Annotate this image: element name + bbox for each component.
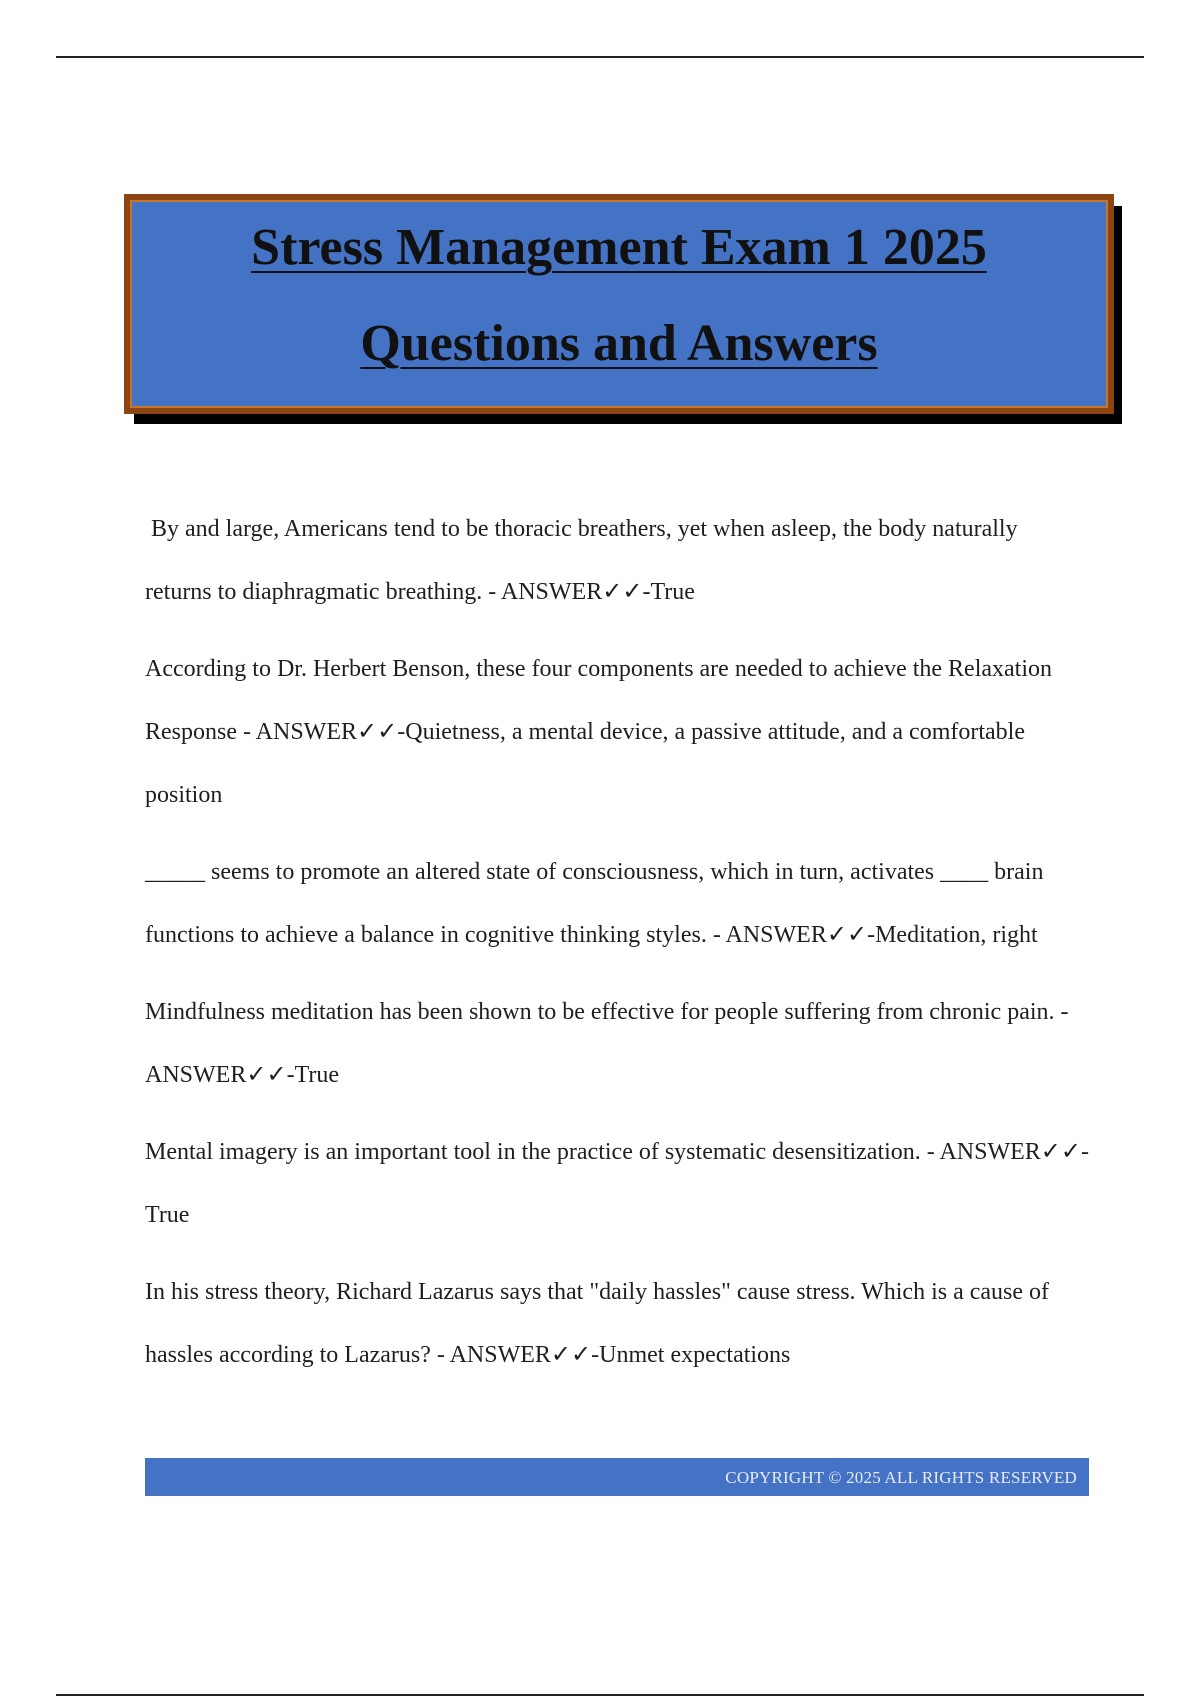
- answer-marker: ANSWER✓✓: [449, 1342, 592, 1368]
- question-text: _____ seems to promote an altered state of consciousness, which in turn, activates ____ brain functions to achieve a balance in cognitive thinking styles.: [145, 859, 1044, 948]
- question-text: Mindfulness meditation has been shown to be effective for people suffering from chronic pain.: [145, 999, 1055, 1025]
- answer-marker: ANSWER✓✓: [939, 1139, 1082, 1165]
- title-line-1: Stress Management Exam 1 2025: [251, 219, 987, 276]
- qa-item: Mindfulness meditation has been shown to be effective for people suffering from chronic pain. - ANSWER✓✓-True: [145, 999, 1069, 1088]
- top-rule: [56, 56, 1144, 58]
- answer-marker: ANSWER✓✓: [145, 1062, 287, 1088]
- answer-marker: ANSWER✓✓: [255, 719, 398, 745]
- question-text: By and large, Americans tend to be thoracic breathers, yet when asleep, the body naturally returns to diaphragmatic breathing.: [145, 516, 1018, 605]
- question-text: In his stress theory, Richard Lazarus says that "daily hassles" cause stress. Which is a cause of hassles according to Lazarus?: [145, 1279, 1050, 1368]
- answer-marker: ANSWER✓✓: [500, 579, 643, 605]
- title-line-2: Questions and Answers: [360, 315, 878, 372]
- question-text: Mental imagery is an important tool in the practice of systematic desensitization.: [145, 1139, 921, 1165]
- bottom-rule: [56, 1694, 1144, 1696]
- qa-item: Mental imagery is an important tool in the practice of systematic desensitization. - ANSWER✓✓-True: [145, 1139, 1090, 1228]
- answer-marker: ANSWER✓✓: [725, 922, 868, 948]
- qa-item: By and large, Americans tend to be thoracic breathers, yet when asleep, the body naturally returns to diaphragmatic breathing. - ANSWER✓✓-True: [145, 516, 1018, 605]
- qa-item: According to Dr. Herbert Benson, these four components are needed to achieve the Relaxation Response - ANSWER✓✓-Quietness, a mental device, a passive attitude, and a comfortable position: [145, 656, 1053, 808]
- answer-text: True: [145, 1202, 190, 1228]
- qa-list: [145, 498, 1090, 1401]
- qa-item: _____ seems to promote an altered state of consciousness, which in turn, activates ____ brain functions to achieve a balance in cognitive thinking styles. - ANSWER✓✓-Meditation, right: [145, 859, 1044, 948]
- footer-bar: [145, 1458, 1089, 1496]
- copyright-text: COPYRIGHT © 2025 ALL RIGHTS RESERVED: [725, 1468, 1077, 1487]
- answer-text: Unmet expectations: [599, 1342, 791, 1368]
- answer-text: True: [650, 579, 695, 605]
- answer-text: Meditation, right: [875, 922, 1038, 948]
- question-text: According to Dr. Herbert Benson, these four components are needed to achieve the Relaxation Response: [145, 656, 1053, 745]
- answer-text: True: [294, 1062, 340, 1088]
- answer-text: Quietness, a mental device, a passive attitude, and a comfortable position: [145, 719, 1026, 808]
- qa-item: In his stress theory, Richard Lazarus says that "daily hassles" cause stress. Which is a cause of hassles according to Lazarus? - ANSWER✓✓-Unmet expectations: [145, 1279, 1050, 1368]
- title-box: [124, 194, 1114, 414]
